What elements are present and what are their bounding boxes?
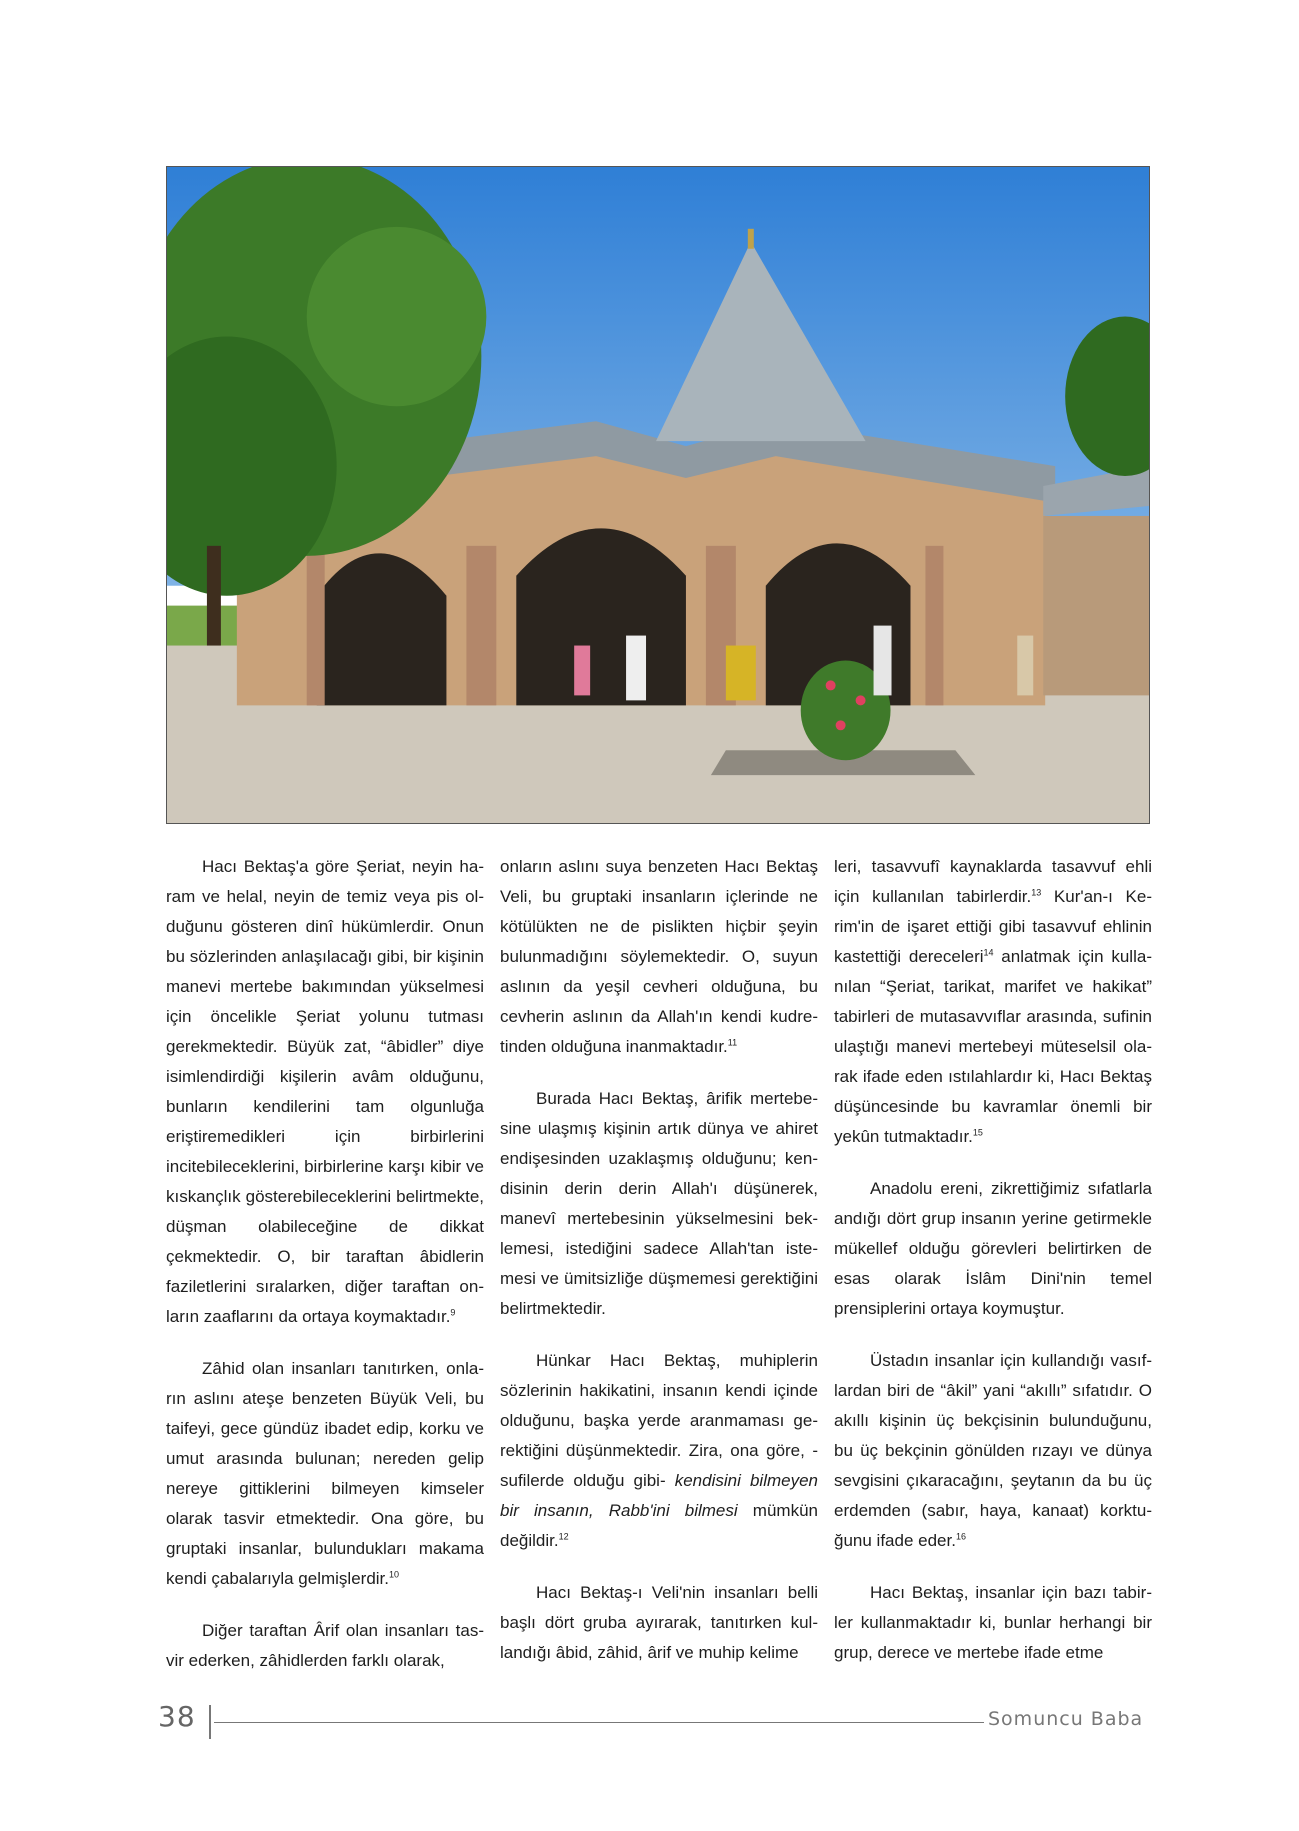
paragraph: Diğer taraftan Ârif olan insanları tasvir ederken, zâhidlerden farklı olarak,: [166, 1621, 484, 1670]
paragraph: Hacı Bektaş-ı Veli'nin insanları belli başlı dört gruba ayırarak, tanıtırken kullandığı âbid, zâhid, ârif ve muhip kelime: [500, 1583, 818, 1662]
footer-rule: [214, 1722, 984, 1723]
shrine-photo-illustration: [167, 167, 1149, 823]
visitor: [574, 646, 590, 696]
shrine-photo: [166, 166, 1150, 824]
footnote-ref: 14: [983, 947, 994, 958]
arch-middle: [516, 528, 686, 705]
paragraph: onların aslını suya benzeten Hacı Bektaş Veli, bu gruptaki insanların içlerinde ne kötülükten ne de pislikten hiçbir şeyin bulunmadığını söylemektedir. O, suyun aslının da yeşil cevheri olduğuna, bu cevherin aslının da Allah'ın kendi kudretinden olduğuna inanmaktadır.$^{11}$: [500, 857, 818, 1056]
footnote-ref: 9: [450, 1307, 456, 1318]
paragraph: leri, tasavvufî kaynaklarda tasavvuf ehli için kullanılan tabirlerdir.$^{13}$ Kur'an-ı Kerim'in de işaret ettiği gibi tasavvuf ehlinin kastettiği dereceleri$^{14}$ anlatmak için kullanılan “Şeriat, tarikat, marifet ve hakikat” tabirleri de mutasavvıflar arasında, sufinin ulaştığı manevi mertebeyi müteselsil olarak ifade eden ıstılahlardır ki, Hacı Bektaş düşüncesinde bu kavramlar önemli bir yekûn tutmaktadır.$^{15}$: [834, 857, 1152, 1146]
text-column-2: [500, 852, 818, 1690]
magazine-name: Somuncu Baba: [988, 1708, 1144, 1730]
paragraph: Hacı Bektaş'a göre Şeriat, neyin haram ve helal, neyin de temiz veya pis olduğunu gösteren dinî hükümlerdir. Onun bu sözlerinden anlaşılacağı gibi, bir kişinin manevi mertebe bakımından yükselmesi için öncelikle Şeriat yolunu tutması gerekmektedir. Büyük zat, “âbidler” diye isimlendirdiği kişilerin avâm olduğunu, bunların kendilerini tam olgunluğa eriştiremedikleri için birbirlerini incitebileceklerini, birbirlerine karşı kibir ve kıskançlık gösterebileceklerini belirtmekte, düşman olabileceğine de dikkat çekmektedir. O, bir taraftan âbidlerin faziletlerini sıralarken, diğer taraftan onların zaaflarını da ortaya koymaktadır.$^9$: [166, 857, 484, 1326]
paragraph: Hünkar Hacı Bektaş, muhiplerin sözlerinin hakikatini, insanın kendi içinde olduğunu, başka yerde aranmaması gerektiğini düşünmektedir. Zira, ona göre, -sufilerde olduğu gibi- kendisini bilmeyen bir insanın, Rabb'ini bilmesi mümkün değildir.$^{12}$: [500, 1351, 818, 1550]
arch-left: [317, 553, 447, 705]
paragraph: Zâhid olan insanları tanıtırken, onların aslını ateşe benzeten Büyük Veli, bu taifeyi, gece gündüz ibadet edip, korku ve umut arasında bulunan; nereden gelip nereye gittiklerini bilmeyen kimseler olarak tasvir etmektedir. Ona göre, bu gruptaki insanlar, bulundukları makama kendi çabalarıyla gelmişlerdir.$^{10}$: [166, 1359, 484, 1588]
footnote-ref: 16: [955, 1531, 966, 1542]
paragraph: Burada Hacı Bektaş, ârifik mertebesine ulaşmış kişinin artık dünya ve ahiret endişesinden uzaklaşmış olduğunu; kendisinin derin derin Allah'ı düşünerek, manevî mertebesinin yükselmesini beklemesi, istediğini sadece Allah'tan istemesi ve ümitsizliğe düşmemesi gerektiğini belirtmektedir.: [500, 1089, 818, 1318]
paragraph: Üstadın insanlar için kullandığı vasıflardan biri de “âkil” yani “akıllı” sıfatıdır. O akıllı kişinin üç bekçisinin bulunduğunu, bu üç bekçinin gönülden rızayı ve dünya sevgisini çıkaracağını, şeytanın da bu üç erdemden (sabır, haya, kanaat) korktuğunu ifade eder.$^{16}$: [834, 1351, 1152, 1550]
paragraph: Hacı Bektaş, insanlar için bazı tabirler kullanmaktadır ki, bunlar herhangi bir grup, derece ve mertebe ifade etme: [834, 1583, 1152, 1662]
footnote-ref: 15: [972, 1127, 983, 1138]
text-column-1: [166, 852, 484, 1698]
paragraph: Anadolu ereni, zikrettiğimiz sıfatlarla andığı dört grup insanın yerine getirmekle mükellef olduğu görevleri belirtirken de esas olarak İslâm Dini'nin temel prensiplerini ortaya koymuştur.: [834, 1179, 1152, 1318]
text-column-3: [834, 852, 1152, 1690]
footnote-ref: 11: [727, 1037, 738, 1048]
page-number: 38: [158, 1700, 196, 1733]
footnote-ref: 13: [1031, 887, 1042, 898]
italic-quote: kendisini bilmeyen bir insanın, Rabb'ini bilmesi: [500, 1471, 818, 1520]
footer-divider: [209, 1705, 211, 1739]
footnote-ref: 12: [558, 1531, 569, 1542]
footnote-ref: 10: [389, 1569, 400, 1580]
